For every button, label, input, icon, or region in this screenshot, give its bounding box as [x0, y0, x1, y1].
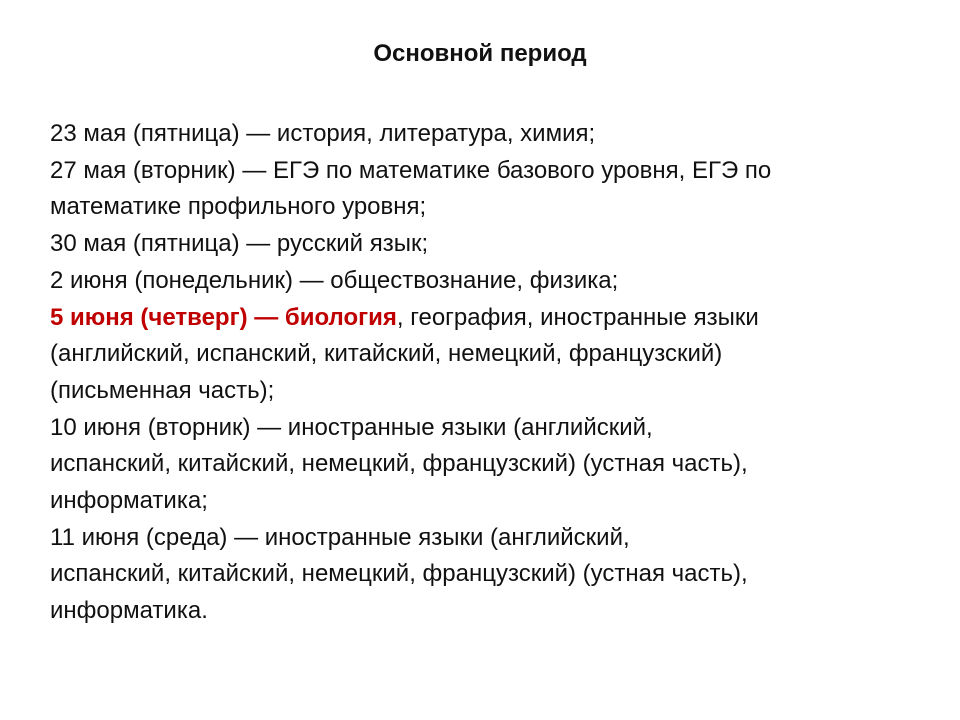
slide-title: Основной период [373, 40, 587, 67]
schedule-line-june-10: 10 июня (вторник) — иностранные языки (английский, [50, 413, 653, 441]
exam-schedule-text [50, 116, 920, 630]
schedule-line-may-30: 30 мая (пятница) — русский язык; [50, 230, 429, 258]
schedule-line-june-11-cont-2: информатика. [50, 597, 208, 625]
schedule-line-june-2: 2 июня (понедельник) — обществознание, физика; [50, 266, 619, 294]
schedule-line-june-10-cont-2: информатика; [50, 487, 208, 515]
schedule-line-june-10-cont-1: испанский, китайский, немецкий, французский) (устная часть), [50, 450, 748, 478]
schedule-line-june-11: 11 июня (среда) — иностранные языки (английский, [50, 523, 630, 551]
schedule-line-june-5 [50, 300, 920, 337]
schedule-line-may-27-cont: математике профильного уровня; [50, 193, 427, 221]
schedule-line-june-11-cont-1: испанский, китайский, немецкий, французский) (устная часть), [50, 560, 748, 588]
schedule-line-june-5-cont-2: (письменная часть); [50, 376, 275, 404]
schedule-line-may-27: 27 мая (вторник) — ЕГЭ по математике базового уровня, ЕГЭ по [50, 156, 772, 184]
highlighted-biology-date: 5 июня (четверг) — биология [50, 303, 397, 331]
schedule-line-june-5-cont-1: (английский, испанский, китайский, немецкий, французский) [50, 340, 723, 368]
schedule-line-june-5-rest: , география, иностранные языки [396, 303, 759, 331]
schedule-line-may-23: 23 мая (пятница) — история, литература, химия; [50, 120, 596, 147]
